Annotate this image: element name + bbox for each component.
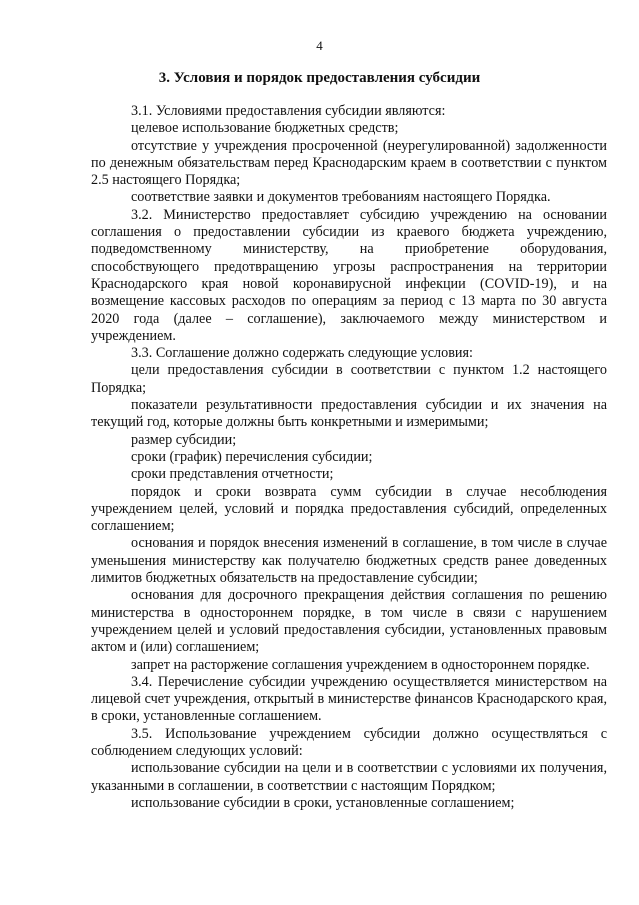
paragraph: 3.5. Использование учреждением субсидии должно осуществляться с соблюдением следующих условий: xyxy=(91,725,607,759)
paragraph: основания для досрочного прекращения действия соглашения по решению министерства в одностороннем порядке, в том числе в связи с нарушением учреждением целей и условий предоставления субсидии, установленных правовым актом и (или) соглашением; xyxy=(91,587,607,656)
paragraph: основания и порядок внесения изменений в соглашение, в том числе в случае уменьшения министерству как получателю бюджетных средств ранее доведенных лимитов бюджетных обязательств на предоставление субсидии; xyxy=(91,535,607,587)
paragraph: сроки (график) перечисления субсидии; xyxy=(131,448,373,465)
paragraph: показатели результативности предоставления субсидии и их значения на текущий год, которые должны быть конкретными и измеримыми; xyxy=(91,397,607,431)
paragraph: 3.1. Условиями предоставления субсидии являются: xyxy=(131,103,446,119)
paragraph: цели предоставления субсидии в соответствии с пунктом 1.2 настоящего Порядка; xyxy=(91,362,607,396)
paragraph: 3.2. Министерство предоставляет субсидию учреждению на основании соглашения о предоставлении субсидии из краевого бюджета учреждению, подведомственному министерству, на приобретение оборудования, способствующего предотвращению угрозы распространения на территории Краснодарского края новой коронавирусной инфекции (COVID-19), и на возмещение кассовых расходов по операциям за период с 13 марта по 30 августа 2020 года (далее – соглашение), заключаемого между министерством и учреждением. xyxy=(91,206,607,344)
paragraph: порядок и сроки возврата сумм субсидии в случае несоблюдения учреждением целей, условий и порядка предоставления субсидий, определенных соглашением; xyxy=(91,483,607,535)
paragraph: целевое использование бюджетных средств; xyxy=(131,120,399,137)
paragraph: сроки представления отчетности; xyxy=(131,466,334,483)
paragraph: 3.3. Соглашение должно содержать следующие условия: xyxy=(131,345,473,362)
paragraph: соответствие заявки и документов требованиям настоящего Порядка. xyxy=(131,189,551,206)
paragraph: размер субсидии; xyxy=(131,431,237,448)
paragraph: 3.4. Перечисление субсидии учреждению осуществляется министерством на лицевой счет учреждения, открытый в министерстве финансов Краснодарского края, в сроки, установленные соглашением. xyxy=(91,673,607,725)
paragraph: запрет на расторжение соглашения учреждением в одностороннем порядке. xyxy=(131,656,590,673)
body-text xyxy=(91,103,607,812)
paragraph: отсутствие у учреждения просроченной (неурегулированной) задолженности по денежным обязательствам перед Краснодарским краем в соответствии с пунктом 2.5 настоящего Порядка; xyxy=(91,137,607,189)
paragraph: использование субсидии в сроки, установленные соглашением; xyxy=(131,794,515,811)
page-number: 4 xyxy=(316,38,323,53)
section-title: 3. Условия и порядок предоставления субсидии xyxy=(158,70,481,86)
paragraph: использование субсидии на цели и в соответствии с условиями их получения, указанными в соглашении, в соответствии с настоящим Порядком; xyxy=(91,760,607,794)
